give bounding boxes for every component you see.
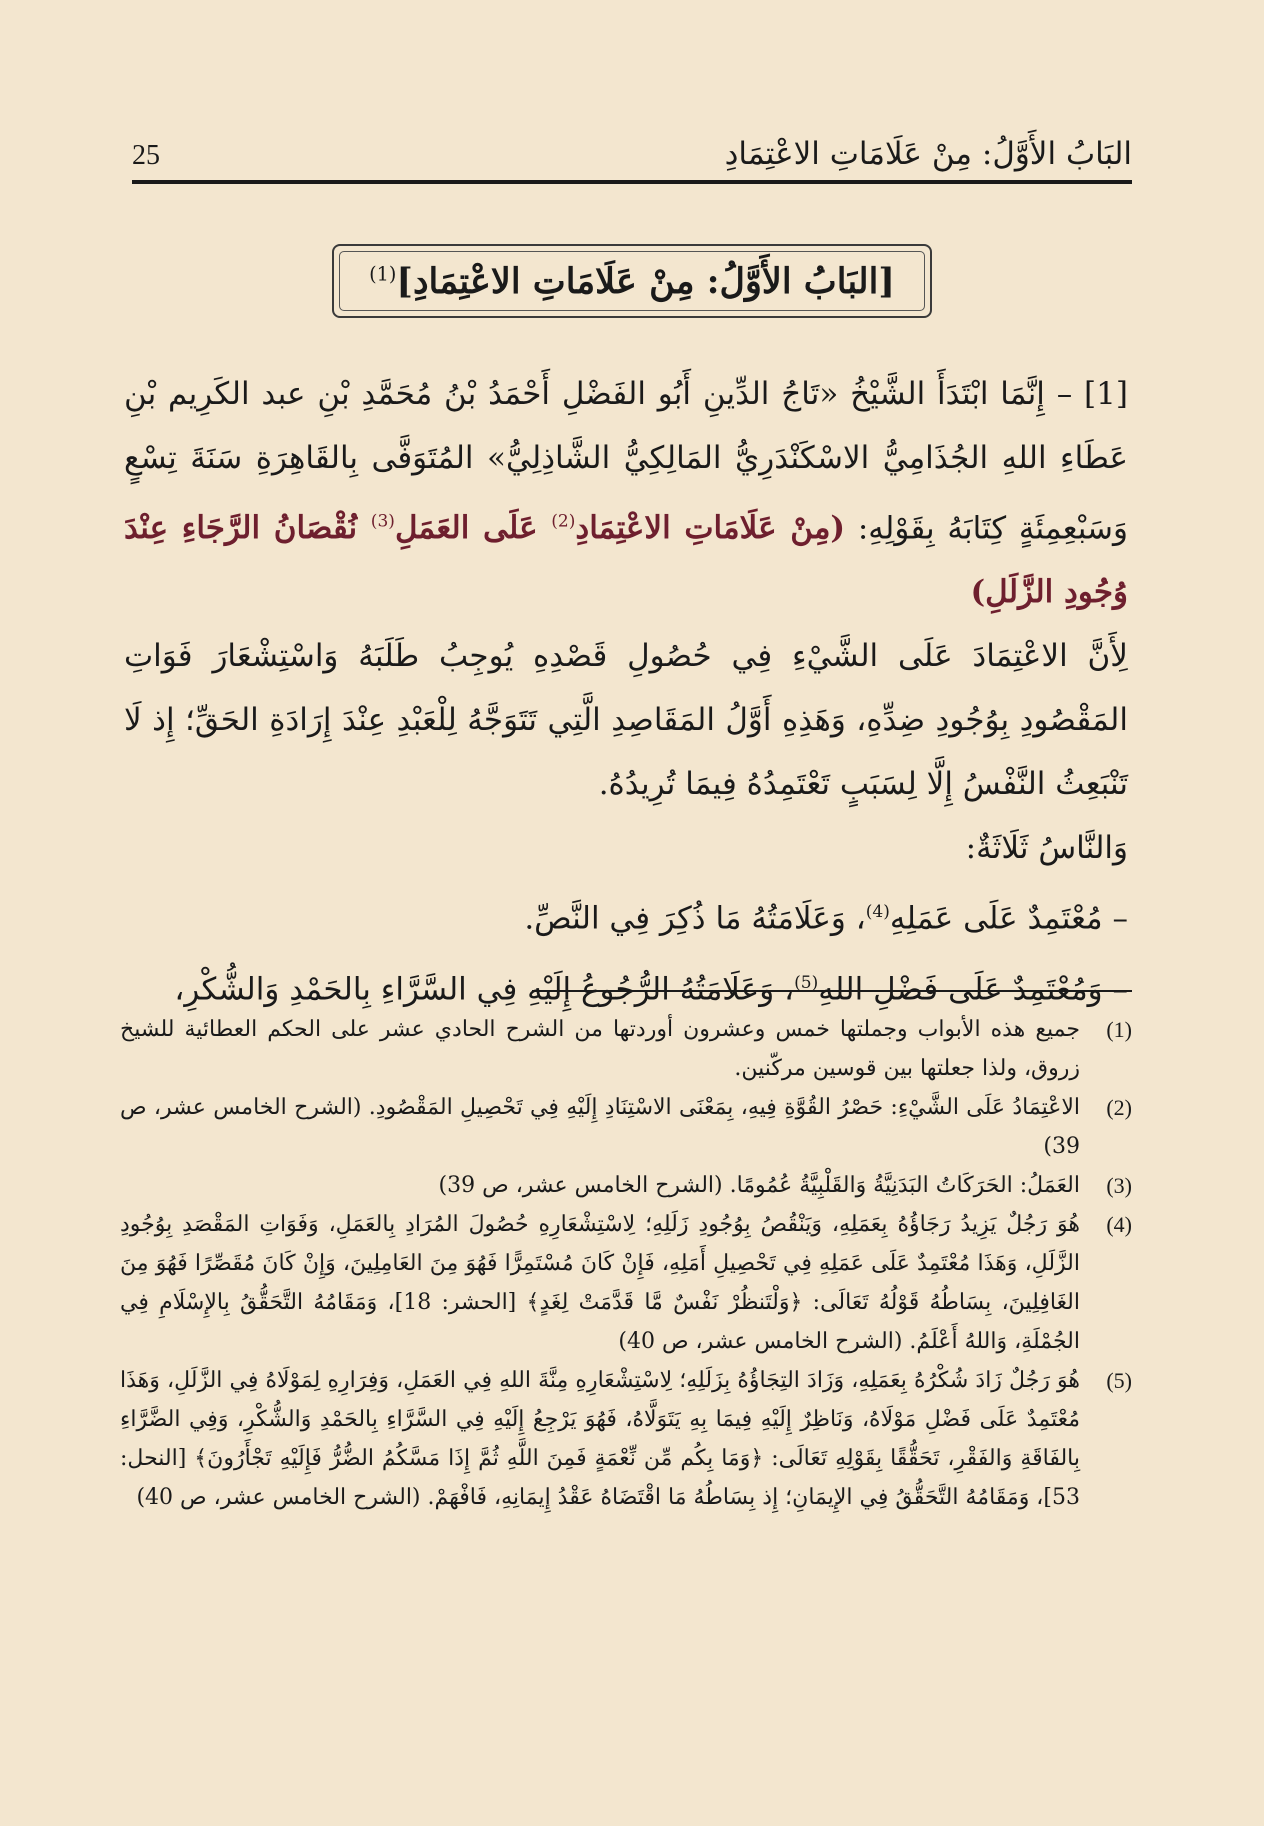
footnote-number: (1) [1106, 1017, 1132, 1042]
footnote-number: (2) [1106, 1095, 1132, 1120]
footnote-number: (3) [1106, 1173, 1132, 1198]
main-text [124, 362, 1128, 1021]
page-number: 25 [132, 140, 160, 171]
footnote-1 [120, 1010, 1132, 1088]
footnote-number: (4) [1106, 1212, 1132, 1237]
footnote-text: جميع هذه الأبواب وجملتها خمس وعشرون أوردتها من الشرح الحادي عشر على الحكم العطائية للشيخ زروق، ولذا جعلتها بين قوسين مركّنين. [120, 1017, 1080, 1081]
footnote-text: العَمَلُ: الحَرَكَاتُ البَدَنِيَّةُ وَالقَلْبِيَّةُ عُمُومًا. (الشرح الخامس عشر، ص 39) [438, 1173, 1080, 1198]
footnote-rule [532, 990, 1132, 992]
footnote-4 [120, 1205, 1132, 1361]
quote-part-2: عَلَى العَمَلِ [394, 510, 538, 547]
running-title: البَابُ الأَوَّلُ: مِنْ عَلَامَاتِ الاعْتِمَادِ [724, 136, 1132, 172]
people-item-1-b: ، وَعَلَامَتُهُ مَا ذُكِرَ فِي النَّصِّ. [524, 900, 866, 937]
chapter-footnote-ref: (1) [369, 261, 397, 285]
footnote-number: (5) [1106, 1368, 1132, 1393]
footnote-ref-4: (4) [865, 902, 890, 923]
intro-paragraph [124, 362, 1128, 624]
footnote-text: هُوَ رَجُلٌ يَزِيدُ رَجَاؤُهُ بِعَمَلِهِ، وَيَنْقُصُ بِوُجُودِ زَلَلِهِ؛ لِاسْتِشْعَارِهِ حُصُولَ المُرَادِ بِالعَمَلِ، وَفَوَاتِ المَقْصَدِ بِوُجُودِ الزَّلَلِ، وَهَذَا مُعْتَمِدٌ عَلَى عَمَلِهِ فِي تَحْصِيلِ أَمَلِهِ، فَإِنْ كَانَ مُسْتَمِرًّا فَهُوَ مِنَ العَامِلِينَ، وَإِنْ كَانَ مُقَصِّرًا فَهُوَ مِنَ الغَافِلِينَ، بِسَاطُهُ قَوْلُهُ تَعَالَى: ﴿وَلْتَنظُرْ نَفْسٌ مَّا قَدَّمَتْ لِغَدٍ﴾ [الحشر: 18]، وَمَقَامُهُ التَّحَقُّقُ بِالإِسْلَامِ فِي الجُمْلَةِ، وَاللهُ أَعْلَمُ. (الشرح الخامس عشر، ص 40) [120, 1212, 1080, 1354]
footnote-2 [120, 1088, 1132, 1166]
chapter-title-frame [332, 244, 932, 318]
running-header [132, 128, 1132, 172]
people-intro: وَالنَّاسُ ثَلَاثَةٌ: [965, 830, 1128, 867]
people-item-2-a: – وَمُعْتَمِدٌ عَلَى فَضْلِ اللهِ [818, 970, 1128, 1007]
quote-part-3: نُقْصَانُ الرَّجَاءِ عِنْدَ وُجُودِ الزَّلَلِ) [124, 510, 1128, 611]
intro-text: [1] – إِنَّمَا ابْتَدَأَ الشَّيْخُ «تَاجُ الدِّينِ أَبُو الفَضْلِ أَحْمَدُ بْنُ مُحَمَّدِ بْنِ عبد الكَرِيم بْنِ عَطَاءِ اللهِ الجُذَامِيُّ الاسْكَنْدَرِيُّ المَالِكِيُّ الشَّاذِلِيُّ» المُتَوَفَّى بِالقَاهِرَةِ سَنَةَ تِسْعٍ وَسَبْعِمِئَةٍ كِتَابَهُ بِقَوْلِهِ: [124, 376, 1129, 547]
header-rule [132, 180, 1132, 184]
footnote-5 [120, 1361, 1132, 1517]
footnote-ref-3: (3) [370, 512, 395, 532]
chapter-title-text: [البَابُ الأَوَّلُ: مِنْ عَلَامَاتِ الاعْتِمَادِ] [396, 260, 895, 302]
chapter-title [369, 261, 895, 302]
footnote-ref-2: (2) [551, 512, 576, 532]
people-item-1-a: – مُعْتَمِدٌ عَلَى عَمَلِهِ [889, 900, 1128, 937]
footnotes [120, 1010, 1132, 1517]
footnote-3 [120, 1166, 1132, 1205]
explanation-paragraph: لِأَنَّ الاعْتِمَادَ عَلَى الشَّيْءِ فِي حُصُولِ قَصْدِهِ يُوجِبُ طَلَبَهُ وَاسْتِشْعَارَ فَوَاتِ المَقْصُودِ بِوُجُودِ ضِدِّهِ، وَهَذِهِ أَوَّلُ المَقَاصِدِ الَّتِي تَتَوَجَّهُ لِلْعَبْدِ عِنْدَ إِرَادَةِ الحَقِّ؛ إِذ لَا تَنْبَعِثُ النَّفْسُ إِلَّا لِسَبَبٍ تَعْتَمِدُهُ فِيمَا تُرِيدُهُ. [124, 638, 1128, 803]
people-item-2-b: ، وَعَلَامَتُهُ الرُّجُوعُ إِلَيْهِ فِي السَّرَّاءِ بِالحَمْدِ وَالشُّكْرِ، [174, 970, 795, 1007]
footnote-ref-5: (5) [794, 972, 819, 993]
footnote-text: الاعْتِمَادُ عَلَى الشَّيْءِ: حَصْرُ القُوَّةِ فِيهِ، بِمَعْنَى الاسْتِنَادِ إِلَيْهِ فِي تَحْصِيلِ المَقْصُودِ. (الشرح الخامس عشر، ص 39) [120, 1095, 1080, 1159]
quote-part-1: (مِنْ عَلَامَاتِ الاعْتِمَادِ [575, 510, 846, 547]
people-item-1 [124, 880, 1128, 950]
footnote-text: هُوَ رَجُلٌ زَادَ شُكْرُهُ بِعَمَلِهِ، وَزَادَ التِجَاؤُهُ بِزَلَلِهِ؛ لِاسْتِشْعَارِهِ مِنَّةَ اللهِ فِي العَمَلِ، وَفِرَارِهِ لِمَوْلَاهُ فِي الزَّلَلِ، وَهَذَا مُعْتَمِدٌ عَلَى فَضْلِ مَوْلَاهُ، وَنَاظِرٌ إِلَيْهِ فِيمَا بِهِ يَتَوَلَّاهُ، فَهُوَ يَرْجِعُ إِلَيْهِ فِي السَّرَّاءِ بِالحَمْدِ وَالشُّكْرِ، وَفِي الضَّرَّاءِ بِالفَاقَةِ وَالفَقْرِ، تَحَقُّقًا بِقَوْلِهِ تَعَالَى: ﴿وَمَا بِكُم مِّن نِّعْمَةٍ فَمِنَ اللَّهِ ثُمَّ إِذَا مَسَّكُمُ الضُّرُّ فَإِلَيْهِ تَجْأَرُونَ﴾ [النحل: 53]، وَمَقَامُهُ التَّحَقُّقُ فِي الإِيمَانِ؛ إِذ بِسَاطُهُ مَا اقْتَضَاهُ عَقْدُ إِيمَانِهِ، فَافْهَمْ. (الشرح الخامس عشر، ص 40) [120, 1368, 1080, 1510]
